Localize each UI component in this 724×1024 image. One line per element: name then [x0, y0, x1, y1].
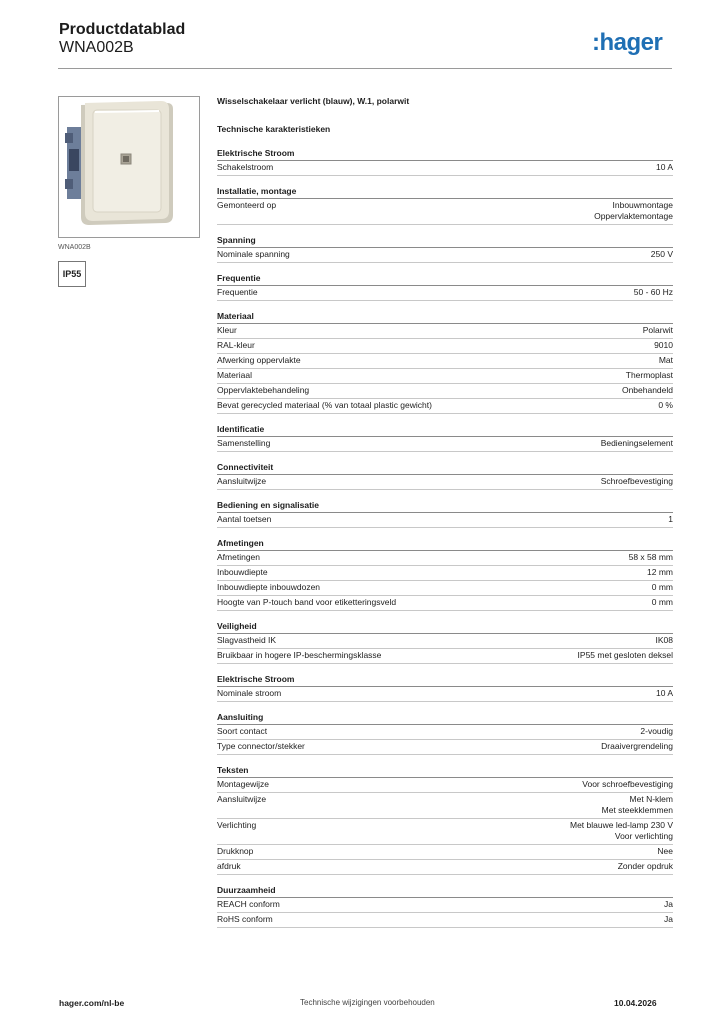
- spec-row: [217, 248, 673, 263]
- spec-row: [217, 513, 673, 528]
- spec-label: Soort contact: [217, 726, 268, 736]
- spec-section: [217, 537, 673, 611]
- spec-content: [217, 92, 673, 937]
- spec-value: [570, 820, 673, 842]
- spec-value-line: 10 A: [655, 162, 673, 172]
- spec-value: [668, 514, 673, 525]
- section-title: Afmetingen: [217, 537, 673, 551]
- product-image: [58, 96, 200, 238]
- spec-label: Oppervlaktebehandeling: [217, 385, 310, 395]
- spec-value-line: Met blauwe led-lamp 230 V: [569, 820, 673, 830]
- technical-heading: Technische karakteristieken: [217, 124, 331, 134]
- spec-value: [582, 779, 673, 790]
- spec-value: [658, 400, 673, 411]
- spec-label: Afmetingen: [217, 552, 260, 562]
- spec-value: [659, 355, 673, 366]
- spec-row: [217, 399, 673, 414]
- hager-logo: [592, 28, 674, 58]
- spec-label: Hoogte van P-touch band voor etiketteringsveld: [217, 597, 397, 607]
- spec-section: [217, 147, 673, 176]
- spec-section: [217, 310, 673, 414]
- spec-value: [652, 597, 673, 608]
- spec-value-line: 250 V: [650, 249, 673, 259]
- ip-rating-badge: IP55: [58, 261, 86, 287]
- section-title: Duurzaamheid: [217, 884, 673, 898]
- section-title: Teksten: [217, 764, 673, 778]
- spec-label: Gemonteerd op: [217, 200, 277, 210]
- spec-row: [217, 475, 673, 490]
- spec-row: [217, 596, 673, 611]
- spec-row: [217, 551, 673, 566]
- spec-row: [217, 566, 673, 581]
- spec-label: Type connector/stekker: [217, 741, 305, 751]
- spec-value-line: Polarwit: [642, 325, 673, 335]
- spec-value-line: 12 mm: [647, 567, 673, 577]
- spec-row: [217, 687, 673, 702]
- spec-section: [217, 423, 673, 452]
- spec-value-line: 0 %: [658, 400, 673, 410]
- spec-value-line: IK08: [655, 635, 673, 645]
- image-caption: WNA002B: [58, 244, 91, 251]
- spec-label: Aantal toetsen: [217, 514, 272, 524]
- section-title: Frequentie: [217, 272, 673, 286]
- spec-label: Bevat gerecycled materiaal (% van totaal plastic gewicht): [217, 400, 432, 410]
- spec-value: [657, 846, 673, 857]
- spec-value-line: Draaivergrendeling: [601, 741, 673, 751]
- spec-row: [217, 778, 673, 793]
- spec-label: Frequentie: [217, 287, 258, 297]
- spec-label: Afwerking oppervlakte: [217, 355, 301, 365]
- section-title: Materiaal: [217, 310, 673, 324]
- spec-row: [217, 324, 673, 339]
- spec-row: [217, 339, 673, 354]
- spec-value-line: IP55 met gesloten deksel: [577, 650, 673, 660]
- logo-text: :hager: [592, 29, 663, 56]
- spec-value-line: Voor schroefbevestiging: [582, 779, 673, 789]
- spec-label: Kleur: [217, 325, 237, 335]
- spec-row: [217, 649, 673, 664]
- spec-row: [217, 898, 673, 913]
- spec-row: [217, 437, 673, 452]
- spec-value: [622, 385, 673, 396]
- spec-value-line: Bedieningselement: [600, 438, 673, 448]
- spec-section: [217, 884, 673, 928]
- spec-value-line: 9010: [654, 340, 673, 350]
- spec-value: [656, 635, 674, 646]
- spec-value-line: 10 A: [655, 688, 673, 698]
- spec-label: RAL-kleur: [217, 340, 255, 350]
- spec-label: Bruikbaar in hogere IP-beschermingsklasse: [217, 650, 382, 660]
- spec-value-line: Inbouwmontage: [612, 200, 673, 210]
- spec-value: [594, 200, 673, 222]
- product-name: Wisselschakelaar verlicht (blauw), W.1, polarwit: [217, 96, 410, 106]
- spec-value-line: 58 x 58 mm: [628, 552, 673, 562]
- spec-section: [217, 185, 673, 225]
- spec-section: [217, 234, 673, 263]
- spec-row: [217, 819, 673, 845]
- spec-label: Samenstelling: [217, 438, 271, 448]
- spec-label: Drukknop: [217, 846, 254, 856]
- spec-value-line: 2-voudig: [640, 726, 673, 736]
- spec-value-line: Met steekklemmen: [601, 805, 673, 815]
- spec-value: [601, 438, 673, 449]
- section-title: Spanning: [217, 234, 673, 248]
- spec-value: [651, 249, 673, 260]
- spec-section: [217, 461, 673, 490]
- spec-value: [664, 914, 673, 925]
- spec-row: [217, 286, 673, 301]
- spec-value-line: Voor verlichting: [614, 831, 673, 841]
- spec-label: Nominale stroom: [217, 688, 282, 698]
- section-title: Elektrische Stroom: [217, 673, 673, 687]
- spec-value-line: Met N-klem: [629, 794, 673, 804]
- spec-section: [217, 673, 673, 702]
- spec-value: [656, 162, 673, 173]
- section-title: Installatie, montage: [217, 185, 673, 199]
- spec-label: Montagewijze: [217, 779, 269, 789]
- spec-section: [217, 272, 673, 301]
- spec-label: Slagvastheid IK: [217, 635, 277, 645]
- spec-value-line: Ja: [664, 914, 673, 924]
- spec-value: [626, 370, 673, 381]
- spec-row: [217, 725, 673, 740]
- spec-row: [217, 161, 673, 176]
- spec-value: [618, 861, 673, 872]
- spec-section: [217, 499, 673, 528]
- spec-label: afdruk: [217, 861, 241, 871]
- spec-row: [217, 793, 673, 819]
- footer-date: 10.04.2026: [614, 998, 657, 1008]
- spec-value-line: 50 - 60 Hz: [633, 287, 673, 297]
- spec-row: [217, 369, 673, 384]
- spec-value-line: Ja: [664, 899, 673, 909]
- spec-label: Aansluitwijze: [217, 794, 267, 804]
- spec-section: [217, 620, 673, 664]
- spec-value-line: Schroefbevestiging: [600, 476, 673, 486]
- spec-label: Aansluitwijze: [217, 476, 267, 486]
- spec-section: [217, 711, 673, 755]
- spec-label: Materiaal: [217, 370, 252, 380]
- spec-value: [634, 287, 673, 298]
- spec-value-line: Oppervlaktemontage: [594, 211, 673, 221]
- spec-row: [217, 354, 673, 369]
- spec-value-line: Zonder opdruk: [617, 861, 673, 871]
- spec-value: [664, 899, 673, 910]
- spec-label: RoHS conform: [217, 914, 273, 924]
- spec-label: Schakelstroom: [217, 162, 274, 172]
- spec-row: [217, 384, 673, 399]
- spec-value: [640, 726, 673, 737]
- spec-label: Verlichting: [217, 820, 257, 830]
- spec-row: [217, 634, 673, 649]
- spec-sections: [217, 147, 673, 928]
- spec-value: [656, 688, 673, 699]
- section-title: Identificatie: [217, 423, 673, 437]
- header-divider: [58, 68, 672, 69]
- spec-value: [578, 650, 673, 661]
- spec-label: Inbouwdiepte: [217, 567, 268, 577]
- spec-row: [217, 740, 673, 755]
- spec-value: [643, 325, 673, 336]
- spec-value: [601, 741, 673, 752]
- spec-row: [217, 860, 673, 875]
- page-title: Productdatablad: [59, 21, 186, 38]
- spec-value-line: 0 mm: [651, 597, 673, 607]
- section-title: Elektrische Stroom: [217, 147, 673, 161]
- spec-value: [601, 476, 673, 487]
- spec-value: [647, 567, 673, 578]
- spec-value: [654, 340, 673, 351]
- spec-label: REACH conform: [217, 899, 280, 909]
- product-code: WNA002B: [59, 39, 134, 56]
- spec-row: [217, 845, 673, 860]
- spec-value: [629, 552, 673, 563]
- footer-website[interactable]: hager.com/nl-be: [59, 998, 125, 1008]
- section-title: Bediening en signalisatie: [217, 499, 673, 513]
- spec-value-line: Onbehandeld: [621, 385, 673, 395]
- spec-label: Nominale spanning: [217, 249, 290, 259]
- spec-label: Inbouwdiepte inbouwdozen: [217, 582, 321, 592]
- spec-value-line: Thermoplast: [625, 370, 673, 380]
- spec-row: [217, 581, 673, 596]
- spec-value-line: 0 mm: [651, 582, 673, 592]
- spec-value-line: Mat: [658, 355, 673, 365]
- footer-disclaimer: Technische wijzigingen voorbehouden: [300, 998, 435, 1007]
- spec-value-line: Nee: [657, 846, 673, 856]
- section-title: Connectiviteit: [217, 461, 673, 475]
- spec-section: [217, 764, 673, 875]
- switch-illustration: [59, 97, 199, 237]
- spec-row: [217, 199, 673, 225]
- spec-value-line: 1: [668, 514, 673, 524]
- spec-value: [652, 582, 673, 593]
- section-title: Aansluiting: [217, 711, 673, 725]
- spec-row: [217, 913, 673, 928]
- spec-value: [602, 794, 673, 816]
- section-title: Veiligheid: [217, 620, 673, 634]
